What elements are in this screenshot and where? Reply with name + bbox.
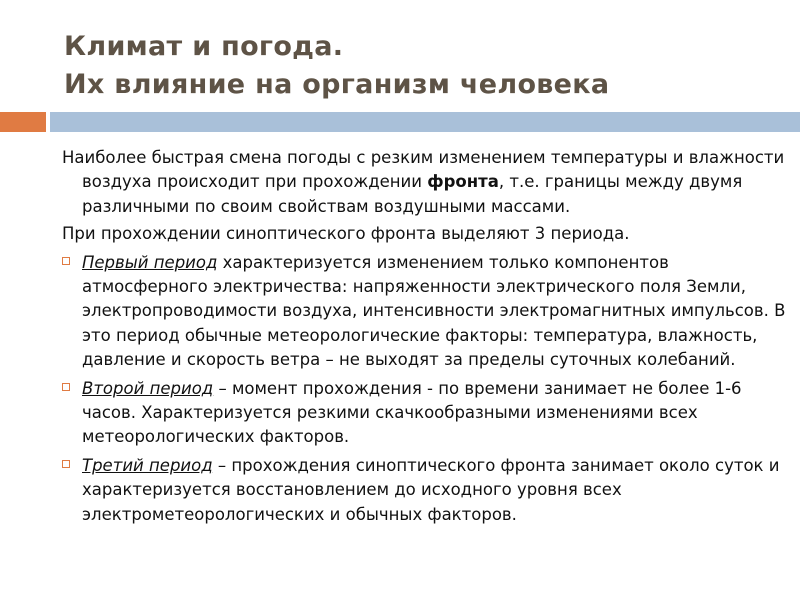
- intro-paragraph: [62, 146, 792, 219]
- period-text-3: – прохождения синоптического фронта занимает около суток и характеризуется восстановлением до исходного уровня всех электрометеорологических и обычных факторов.: [82, 455, 780, 524]
- square-bullet-icon: [62, 383, 70, 391]
- title-line-2: Их влияние на организм человека: [64, 69, 610, 100]
- period-item-1: [62, 251, 792, 373]
- period-text-1: характеризуется изменением только компонентов атмосферного электричества: напряженности электрического поля Земли, электропроводимости воздуха, интенсивности электромагнитных импульсов. В это период обычные метеорологические факторы: температура, влажность, давление и скорость ветра – не выходят за пределы суточных колебаний.: [82, 252, 786, 370]
- title-line-1: Климат и погода.: [64, 31, 344, 62]
- period-item-3: [62, 454, 792, 527]
- accent-bar-orange: [0, 112, 46, 132]
- period-text-2: – момент прохождения - по времени занимает не более 1-6 часов. Характеризуется резкими скачкообразными изменениями всех метеорологических факторов.: [82, 378, 742, 447]
- intro-bold-term: фронта: [427, 172, 499, 192]
- period-term-3: Третий период: [82, 455, 213, 475]
- intro-text-1: Наиболее быстрая смена погоды с резким изменением температуры и влажности воздуха происходит при прохождении: [62, 148, 785, 192]
- slide-content: [62, 146, 792, 527]
- square-bullet-icon: [62, 460, 70, 468]
- slide-title: [64, 28, 784, 104]
- square-bullet-icon: [62, 257, 70, 265]
- intro-text-2: , т.е. границы между двумя различными по своим свойствам воздушными массами.: [82, 172, 743, 216]
- period-item-2: [62, 377, 792, 450]
- accent-bar-blue: [50, 112, 800, 132]
- period-term-2: Второй период: [82, 378, 214, 398]
- periods-intro-paragraph: При прохождении синоптического фронта выделяют 3 периода.: [62, 224, 630, 244]
- period-term-1: Первый период: [82, 252, 218, 272]
